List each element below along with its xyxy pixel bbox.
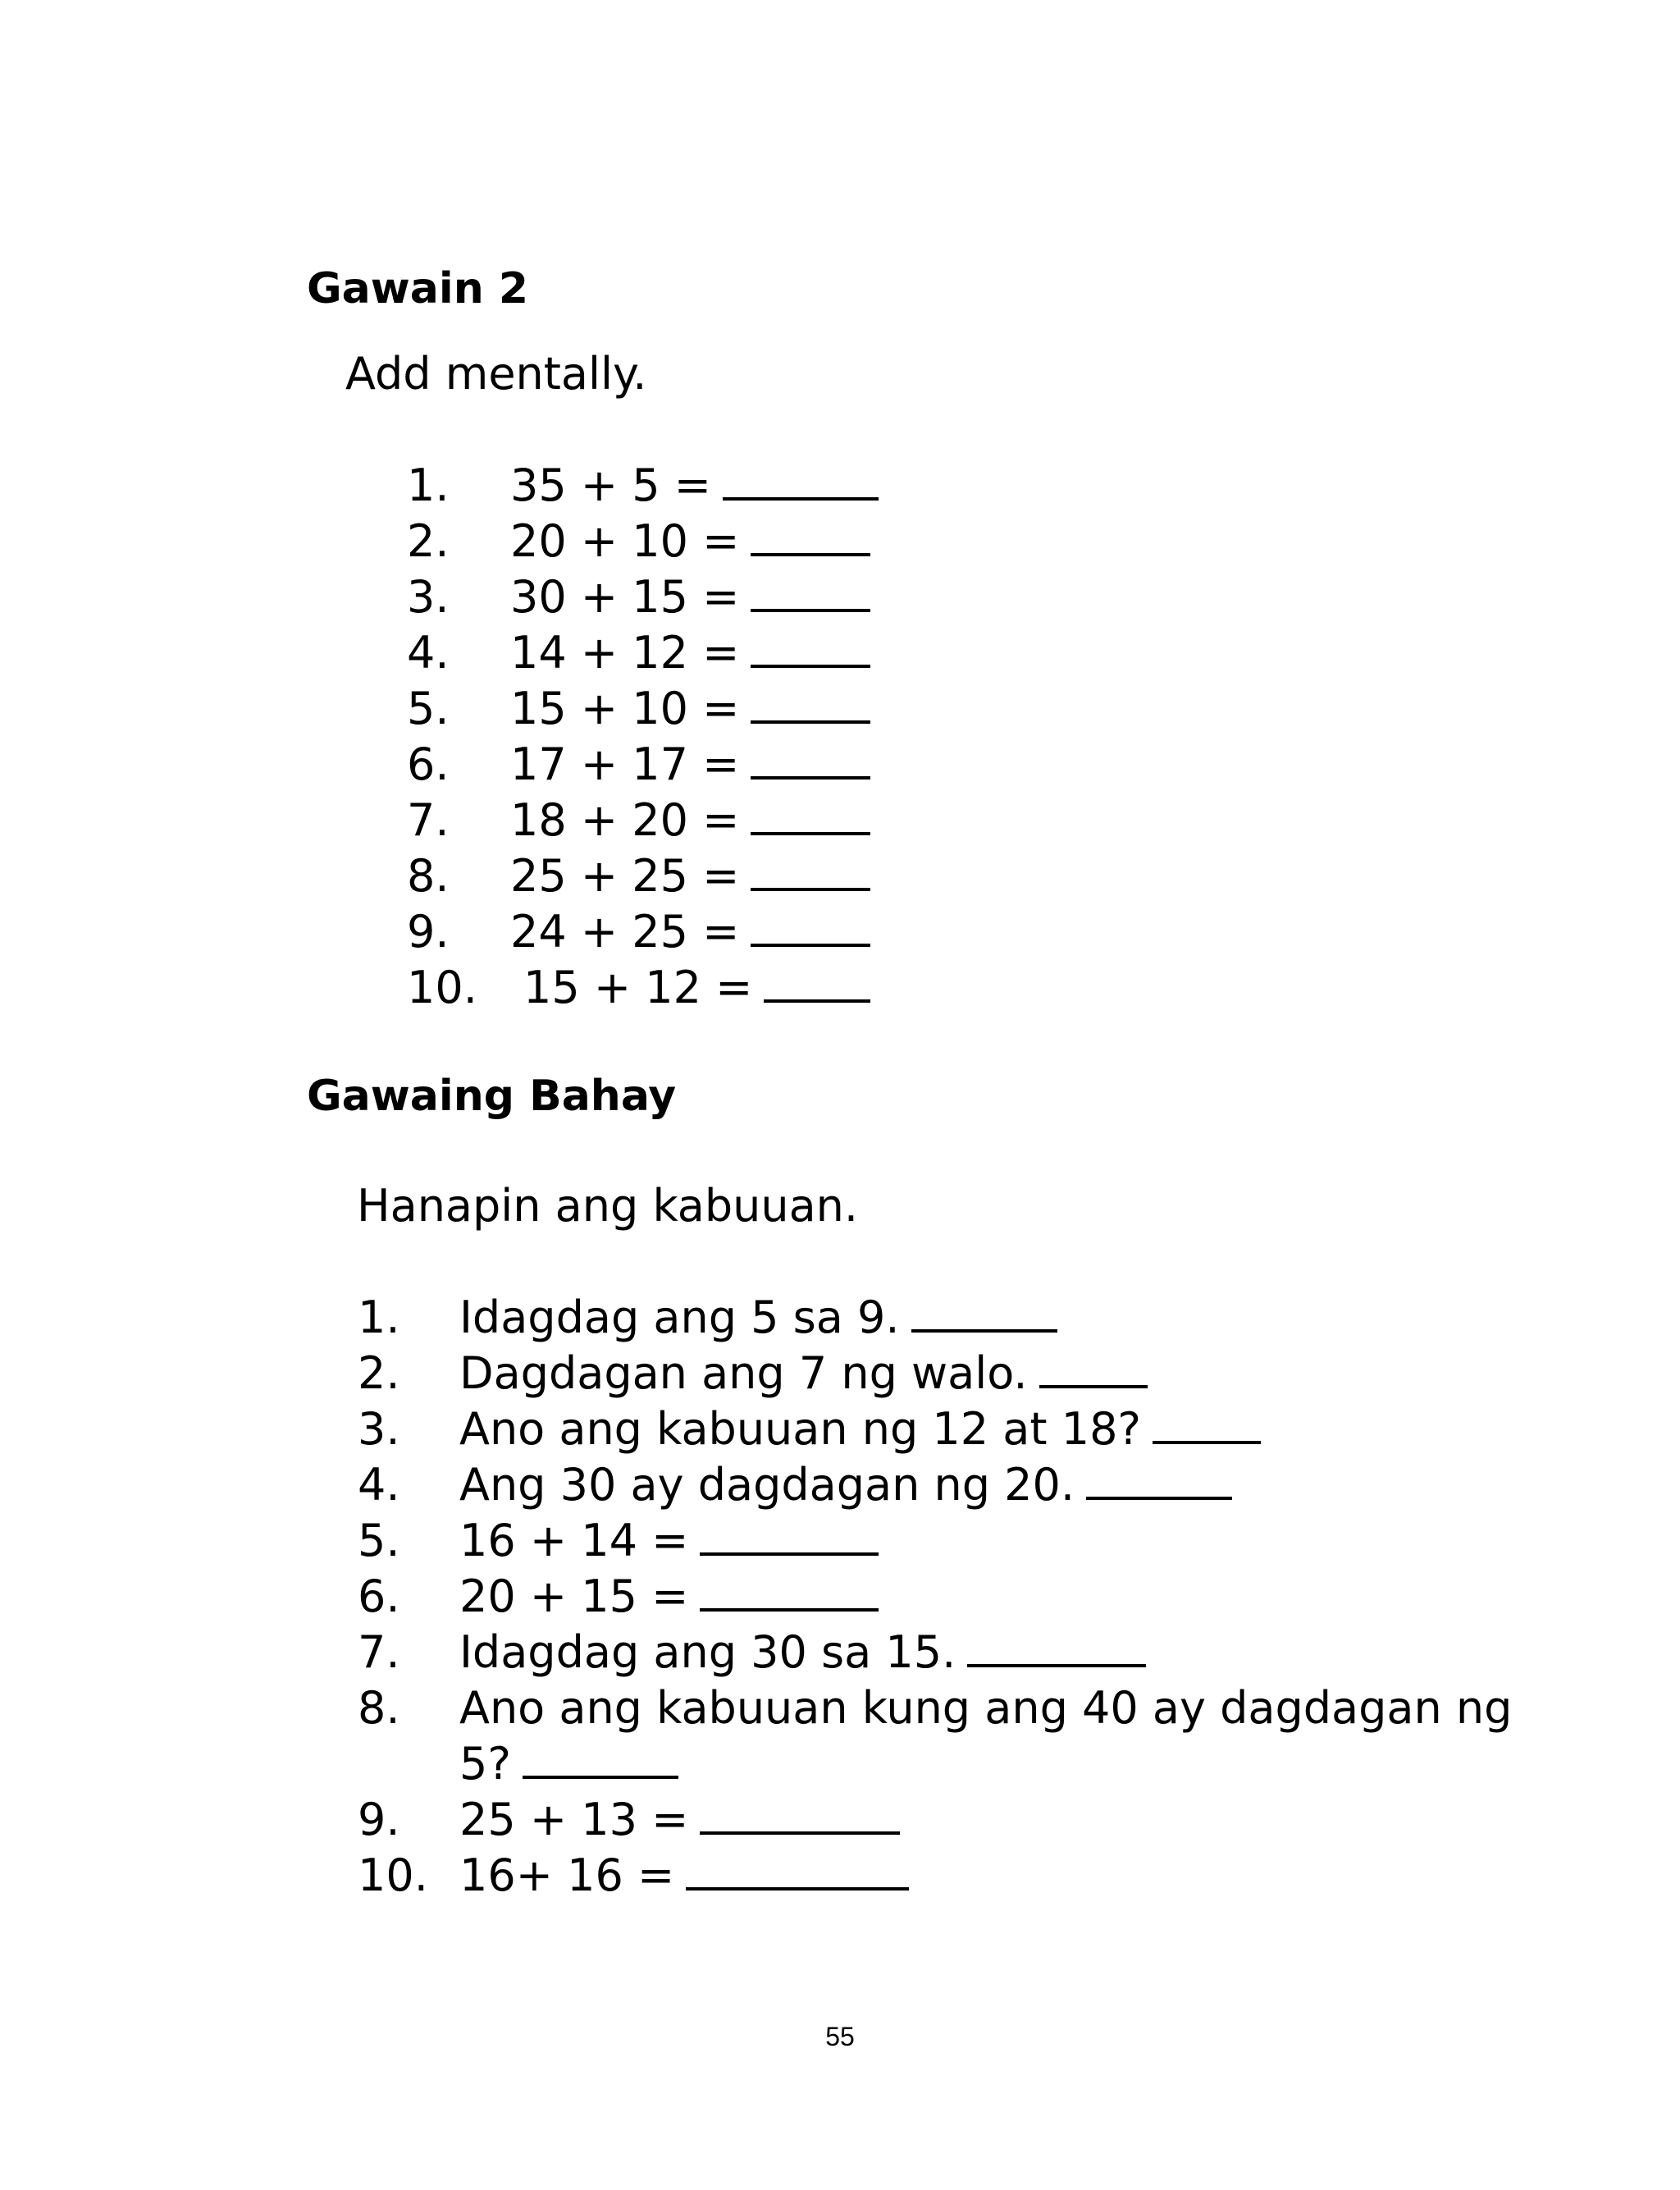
- exercise-item: [407, 904, 899, 960]
- answer-blank[interactable]: [1153, 1403, 1261, 1444]
- item-text: 18 + 20 =: [510, 793, 870, 848]
- item-number: 5.: [358, 1515, 400, 1566]
- answer-blank[interactable]: [911, 1292, 1057, 1333]
- answer-blank[interactable]: [751, 683, 870, 724]
- item-number: 8.: [358, 1682, 400, 1734]
- item-number: 8.: [407, 850, 450, 902]
- exercise-item: [358, 1346, 1522, 1401]
- exercise-item: [407, 514, 899, 569]
- item-number: 1.: [407, 459, 450, 511]
- exercise-item: [407, 737, 899, 793]
- item-number: 4.: [407, 627, 450, 679]
- item-text: 17 + 17 =: [510, 737, 870, 793]
- item-text: 15 + 10 =: [510, 681, 870, 737]
- item-number: 7.: [358, 1626, 400, 1678]
- item-text: 16+ 16 =: [459, 1848, 909, 1904]
- item-number: 10.: [407, 962, 477, 1013]
- exercise-item: [358, 1625, 1522, 1680]
- exercise-item: [358, 1513, 1522, 1569]
- exercise-item: [358, 1569, 1522, 1625]
- item-number: 9.: [407, 906, 450, 958]
- answer-blank[interactable]: [764, 962, 870, 1003]
- answer-blank[interactable]: [686, 1849, 909, 1891]
- exercise-item: [407, 793, 899, 848]
- item-number: 10.: [358, 1849, 428, 1901]
- item-number: 1.: [358, 1292, 400, 1343]
- exercise-item: [407, 569, 899, 625]
- answer-blank[interactable]: [751, 515, 870, 556]
- item-number: 2.: [407, 515, 450, 567]
- item-text: 16 + 14 =: [459, 1513, 879, 1569]
- exercise-list-gawain-2: [407, 458, 899, 1016]
- item-text: 14 + 12 =: [510, 625, 870, 681]
- item-number: 4.: [358, 1459, 400, 1511]
- exercise-item: [358, 1792, 1522, 1848]
- answer-blank[interactable]: [700, 1794, 900, 1835]
- answer-blank[interactable]: [1039, 1347, 1148, 1388]
- item-number: 3.: [407, 571, 450, 623]
- item-text: 15 + 12 =: [523, 960, 870, 1016]
- item-text: 25 + 13 =: [459, 1792, 900, 1848]
- item-text: Ano ang kabuuan ng 12 at 18?: [459, 1401, 1261, 1457]
- item-number: 6.: [358, 1570, 400, 1622]
- item-text: Idagdag ang 5 sa 9.: [459, 1290, 1057, 1346]
- exercise-item: [358, 1848, 1522, 1904]
- item-text: Ano ang kabuuan kung ang 40 ay dagdagan ng 5?: [459, 1682, 1513, 1790]
- answer-blank[interactable]: [751, 906, 870, 947]
- answer-blank[interactable]: [1086, 1459, 1232, 1500]
- exercise-item: [358, 1290, 1522, 1346]
- answer-blank[interactable]: [751, 794, 870, 835]
- page-number: 55: [825, 2022, 855, 2051]
- exercise-item: [407, 848, 899, 904]
- answer-blank[interactable]: [700, 1570, 879, 1612]
- item-number: 9.: [358, 1794, 400, 1845]
- item-text: 30 + 15 =: [510, 569, 870, 625]
- item-text: 24 + 25 =: [510, 904, 870, 960]
- exercise-item: [358, 1401, 1522, 1457]
- section-heading-gawain-2: Gawain 2: [307, 264, 529, 313]
- section-heading-gawaing-bahay: Gawaing Bahay: [307, 1072, 677, 1121]
- item-text: 35 + 5 =: [510, 458, 879, 514]
- item-number: 5.: [407, 683, 450, 734]
- instruction-add-mentally: Add mentally.: [345, 348, 647, 400]
- instruction-hanapin-ang-kabuuan: Hanapin ang kabuuan.: [357, 1180, 859, 1232]
- answer-blank[interactable]: [751, 571, 870, 612]
- exercise-item: [407, 458, 899, 514]
- exercise-list-gawaing-bahay: [358, 1290, 1522, 1904]
- answer-blank[interactable]: [751, 627, 870, 668]
- item-text: 25 + 25 =: [510, 848, 870, 904]
- exercise-item: [358, 1680, 1522, 1792]
- item-number: 3.: [358, 1403, 400, 1455]
- answer-blank[interactable]: [967, 1626, 1146, 1667]
- answer-blank[interactable]: [751, 738, 870, 780]
- exercise-item: [407, 960, 899, 1016]
- item-text: 20 + 15 =: [459, 1569, 879, 1625]
- answer-blank[interactable]: [523, 1738, 678, 1779]
- item-number: 6.: [407, 738, 450, 790]
- exercise-item: [407, 681, 899, 737]
- item-number: 7.: [407, 794, 450, 846]
- answer-blank[interactable]: [723, 459, 879, 501]
- item-text: 20 + 10 =: [510, 514, 870, 569]
- answer-blank[interactable]: [700, 1515, 879, 1556]
- exercise-item: [358, 1457, 1522, 1513]
- item-text: Idagdag ang 30 sa 15.: [459, 1625, 1146, 1680]
- answer-blank[interactable]: [751, 850, 870, 891]
- exercise-item: [407, 625, 899, 681]
- item-number: 2.: [358, 1347, 400, 1399]
- item-text: Ang 30 ay dagdagan ng 20.: [459, 1457, 1232, 1513]
- item-text: Dagdagan ang 7 ng walo.: [459, 1346, 1148, 1401]
